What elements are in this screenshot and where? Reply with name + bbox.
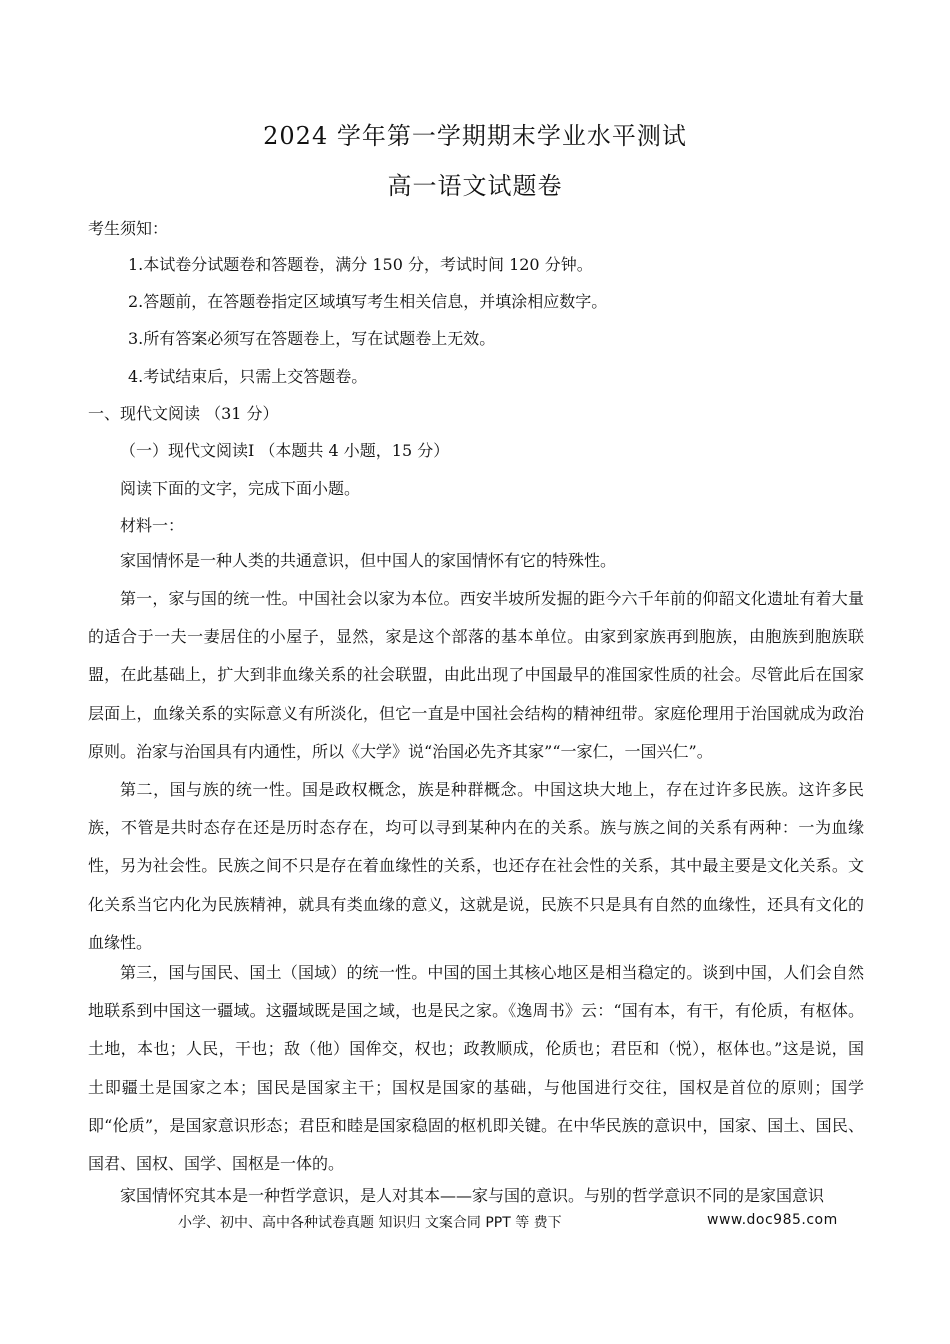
material-label: 材料一：	[120, 516, 185, 535]
body-paragraph: 家国情怀是一种人类的共通意识，但中国人的家国情怀有它的特殊性。	[120, 551, 617, 570]
exam-subtitle: 高一语文试题卷	[387, 172, 563, 200]
section-heading: 一、现代文阅读 （31 分）	[88, 404, 279, 423]
reading-instruction: 阅读下面的文字，完成下面小题。	[120, 479, 361, 498]
notice-item: 3.所有答案必须写在答题卷上，写在试题卷上无效。	[128, 329, 496, 348]
body-paragraph: 第三，国与国民、国土（国域）的统一性。中国的国土其核心地区是相当稳定的。谈到中国，人们会自然地联系到中国这一疆域。这疆域既是国之域，也是民之家。《逸周书》云：“国有本，有干，有伦质，有枢体。土地，本也；人民，干也；敌（他）国侔交，权也；政教顺成，伦质也；君臣和（悦），枢体也。”这是说，国土即疆土是国家之本；国民是国家主干；国权是国家的基础，与他国进行交往，国权是首位的原则；国学即“伦质”，是国家意识形态；君臣和睦是国家稳固的枢机即关键。在中华民族的意识中，国家、国土、国民、国君、国权、国学、国枢是一体的。	[88, 963, 864, 1174]
notice-item: 2.答题前，在答题卷指定区域填写考生相关信息，并填涂相应数字。	[128, 292, 608, 311]
body-paragraph: 家国情怀究其本是一种哲学意识，是人对其本——家与国的意识。与别的哲学意识不同的是家国意识	[120, 1186, 825, 1205]
footer-website[interactable]: www.doc985.com	[707, 1212, 838, 1228]
notice-heading: 考生须知：	[88, 219, 169, 238]
body-paragraph: 第二，国与族的统一性。国是政权概念，族是种群概念。中国这块大地上，存在过许多民族。这许多民族，不管是共时态存在还是历时态存在，均可以寻到某种内在的关系。族与族之间的关系有两种：一为血缘性，另为社会性。民族之间不只是存在着血缘性的关系，也还存在社会性的关系，其中最主要是文化关系。文化关系当它内化为民族精神，就具有类血缘的意义，这就是说，民族不只是具有自然的血缘性，还具有文化的血缘性。	[88, 780, 864, 952]
exam-title: 2024 学年第一学期期末学业水平测试	[263, 122, 687, 150]
body-paragraph: 第一，家与国的统一性。中国社会以家为本位。西安半坡所发掘的距今六千年前的仰韶文化遗址有着大量的适合于一夫一妻居住的小屋子，显然，家是这个部落的基本单位。由家到家族再到胞族，由胞族到胞族联盟，在此基础上，扩大到非血缘关系的社会联盟，由此出现了中国最早的准国家性质的社会。尽管此后在国家层面上，血缘关系的实际意义有所淡化，但它一直是中国社会结构的精神纽带。家庭伦理用于治国就成为政治原则。治家与治国具有内通性，所以《大学》说“治国必先齐其家”“一家仁，一国兴仁”。	[88, 589, 864, 761]
footer-ad-text: 小学、初中、高中各种试卷真题 知识归 文案合同 PPT 等 费下	[178, 1215, 562, 1231]
notice-item: 4.考试结束后，只需上交答题卷。	[128, 367, 368, 386]
notice-item: 1.本试卷分试题卷和答题卷，满分 150 分，考试时间 120 分钟。	[128, 255, 593, 274]
subsection-heading: （一）现代文阅读Ⅰ （本题共 4 小题，15 分）	[120, 441, 450, 460]
